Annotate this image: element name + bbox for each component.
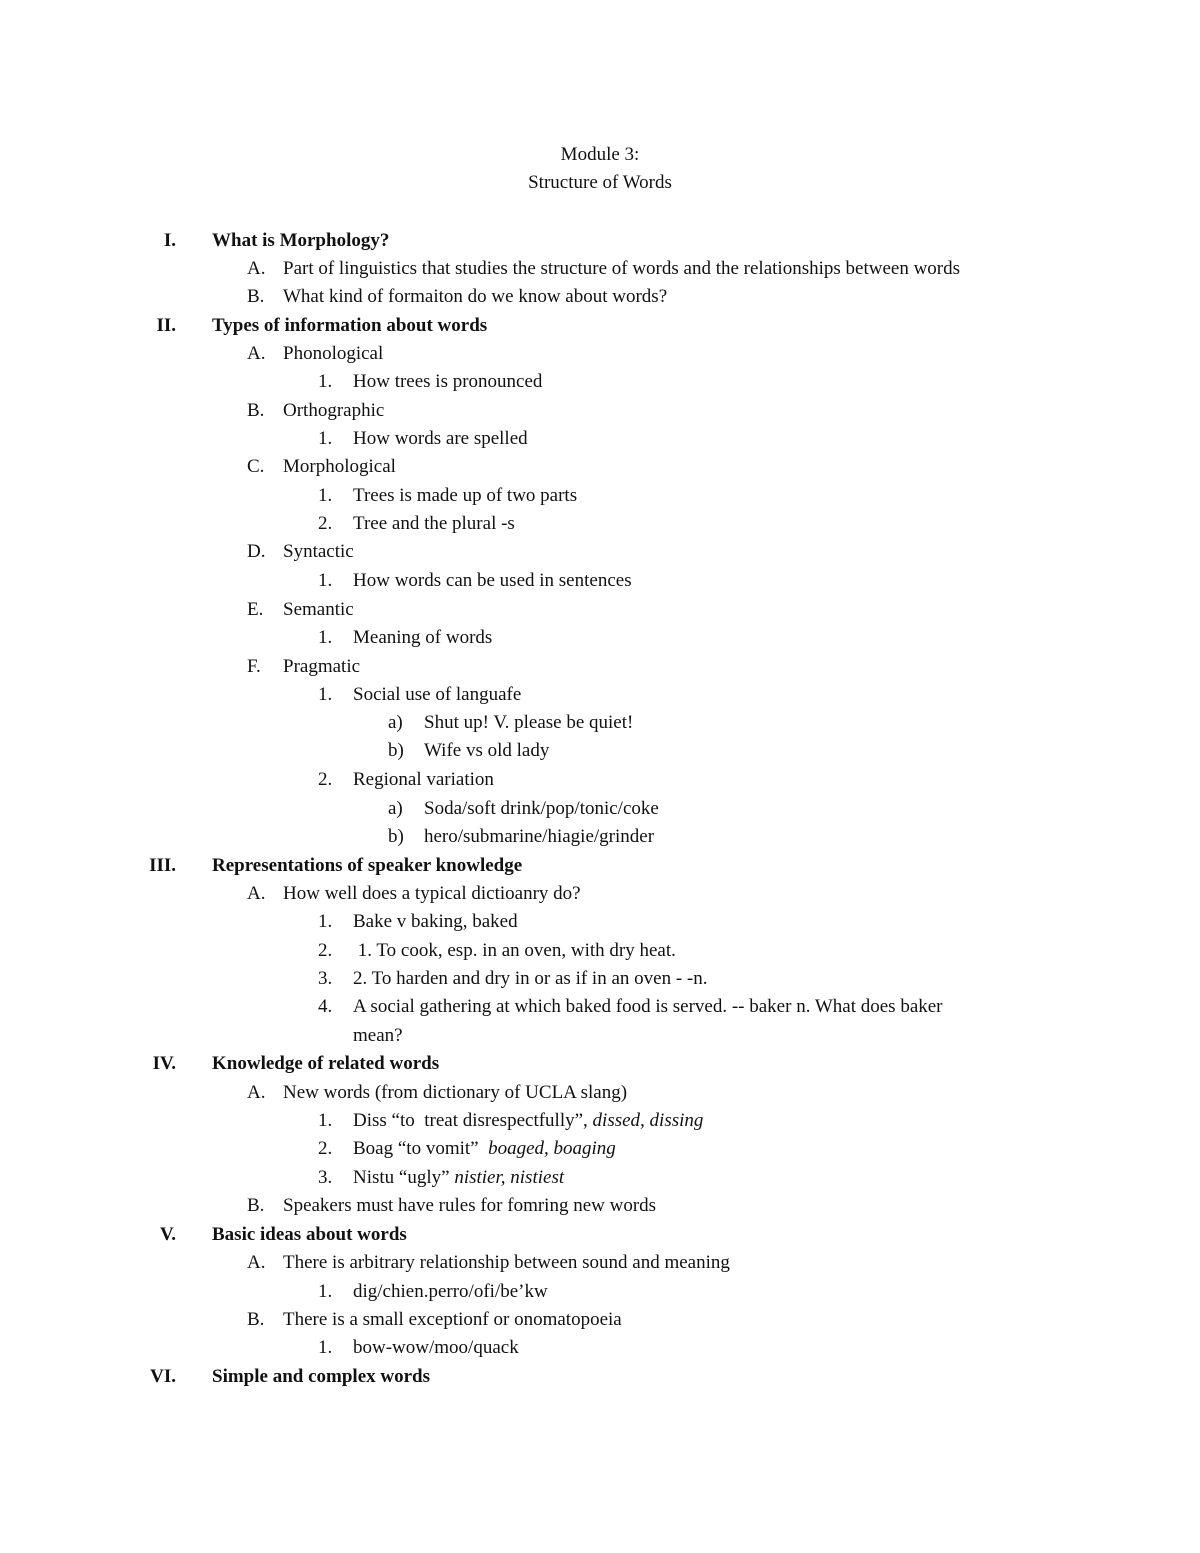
item-marker: 1. — [318, 428, 333, 449]
item-text: Meaning of words — [353, 627, 493, 648]
item-marker: 4. — [318, 996, 333, 1017]
item-marker: C. — [247, 456, 265, 477]
item-text: What kind of formaiton do we know about words? — [283, 286, 668, 307]
list-item — [0, 425, 1200, 453]
list-item — [0, 368, 1200, 396]
document-title: Structure of Words — [528, 172, 672, 193]
item-text: How trees is pronounced — [353, 371, 543, 392]
list-item — [0, 283, 1200, 311]
item-text: Bake v baking, baked — [353, 911, 518, 932]
item-text: There is a small exceptionf or onomatopoeia — [283, 1309, 622, 1330]
item-text: Social use of languafe — [353, 684, 522, 705]
list-item — [0, 596, 1200, 624]
slang-forms: boaged, boaging — [488, 1138, 616, 1159]
section-heading — [0, 1050, 1200, 1078]
item-marker: A. — [247, 1082, 266, 1103]
item-marker: a) — [388, 798, 403, 819]
item-text — [353, 1107, 703, 1135]
item-marker: 2. — [318, 1138, 333, 1159]
item-text: Orthographic — [283, 400, 385, 421]
item-marker: D. — [247, 541, 266, 562]
item-text: 1. To cook, esp. in an oven, with dry heat. — [353, 940, 676, 961]
slang-definition: Nistu “ugly” — [353, 1167, 455, 1188]
list-item — [0, 1306, 1200, 1334]
section-title: Knowledge of related words — [212, 1053, 440, 1074]
list-item — [0, 1079, 1200, 1107]
item-marker: B. — [247, 286, 265, 307]
section-number: V. — [159, 1224, 176, 1245]
item-text: 2. To harden and dry in or as if in an oven - -n. — [353, 968, 708, 989]
section-number: II. — [156, 315, 176, 336]
item-text: Shut up! V. please be quiet! — [424, 712, 634, 733]
list-item — [0, 340, 1200, 368]
item-marker: B. — [247, 1195, 265, 1216]
list-item — [0, 1334, 1200, 1362]
slang-forms: nistier, nistiest — [454, 1167, 565, 1188]
item-text: mean? — [353, 1025, 403, 1046]
list-item — [0, 653, 1200, 681]
item-marker: A. — [247, 343, 266, 364]
section-number: I. — [163, 230, 176, 251]
item-marker: 1. — [318, 371, 333, 392]
item-text: bow-wow/moo/quack — [353, 1337, 519, 1358]
item-marker: 3. — [318, 968, 333, 989]
slang-forms: dissed, dissing — [592, 1110, 704, 1131]
item-text: Morphological — [283, 456, 396, 477]
item-marker: B. — [247, 400, 265, 421]
section-heading — [0, 1363, 1200, 1391]
item-marker: 1. — [318, 485, 333, 506]
item-text: Wife vs old lady — [424, 740, 550, 761]
item-text: Syntactic — [283, 541, 354, 562]
slang-definition: Boag “to vomit” — [353, 1138, 489, 1159]
item-text: Soda/soft drink/pop/tonic/coke — [424, 798, 659, 819]
item-marker: 1. — [318, 1110, 333, 1131]
item-marker: a) — [388, 712, 403, 733]
item-text: Regional variation — [353, 769, 494, 790]
item-text: Part of linguistics that studies the structure of words and the relationships between words — [283, 258, 961, 279]
list-item — [0, 397, 1200, 425]
list-item — [0, 624, 1200, 652]
item-text: Pragmatic — [283, 656, 361, 677]
list-item — [0, 681, 1200, 709]
item-text: How words can be used in sentences — [353, 570, 632, 591]
slang-definition: Diss “to treat disrespectfully”, — [353, 1110, 593, 1131]
list-item — [0, 795, 1200, 823]
section-heading — [0, 227, 1200, 255]
list-item — [0, 965, 1200, 993]
item-text: There is arbitrary relationship between sound and meaning — [283, 1252, 730, 1273]
list-item — [0, 1249, 1200, 1277]
item-marker: A. — [247, 258, 266, 279]
list-item — [0, 823, 1200, 851]
list-item — [0, 908, 1200, 936]
list-item — [0, 255, 1200, 283]
item-text: New words (from dictionary of UCLA slang) — [283, 1082, 628, 1103]
item-text: Semantic — [283, 599, 354, 620]
list-item — [0, 993, 1200, 1021]
section-heading — [0, 312, 1200, 340]
item-marker: b) — [388, 826, 404, 847]
list-item — [0, 737, 1200, 765]
item-marker: 1. — [318, 1337, 333, 1358]
list-item — [0, 1164, 1200, 1192]
section-title: Basic ideas about words — [212, 1224, 407, 1245]
item-text: A social gathering at which baked food is served. -- baker n. What does baker — [353, 996, 943, 1017]
list-item — [0, 880, 1200, 908]
section-heading — [0, 1221, 1200, 1249]
item-text: dig/chien.perro/ofi/be’kw — [353, 1281, 548, 1302]
item-marker: 2. — [318, 513, 333, 534]
item-marker: A. — [247, 883, 266, 904]
item-text: Tree and the plural -s — [353, 513, 515, 534]
module-heading: Module 3: — [560, 144, 640, 165]
item-text: Speakers must have rules for fomring new words — [283, 1195, 657, 1216]
item-marker: b) — [388, 740, 404, 761]
item-marker: 2. — [318, 940, 333, 961]
item-marker: 1. — [318, 627, 333, 648]
section-heading — [0, 852, 1200, 880]
item-text — [353, 1135, 616, 1163]
item-text: How well does a typical dictioanry do? — [283, 883, 581, 904]
section-number: VI. — [150, 1366, 176, 1387]
item-marker: 3. — [318, 1167, 333, 1188]
item-marker: 1. — [318, 911, 333, 932]
list-item — [0, 1107, 1200, 1135]
item-text: hero/submarine/hiagie/grinder — [424, 826, 655, 847]
item-text: How words are spelled — [353, 428, 528, 449]
item-marker: A. — [247, 1252, 266, 1273]
section-title: Simple and complex words — [212, 1366, 430, 1387]
item-text: Trees is made up of two parts — [353, 485, 578, 506]
item-text — [353, 1164, 564, 1192]
section-title: What is Morphology? — [212, 230, 390, 251]
list-item — [0, 482, 1200, 510]
list-item — [0, 567, 1200, 595]
list-item — [0, 1135, 1200, 1163]
list-item — [0, 538, 1200, 566]
section-number: III. — [149, 855, 176, 876]
list-item — [0, 1192, 1200, 1220]
item-marker: 2. — [318, 769, 333, 790]
section-title: Representations of speaker knowledge — [212, 855, 523, 876]
list-item-continuation — [0, 1022, 1200, 1050]
item-marker: F. — [247, 656, 261, 677]
list-item — [0, 709, 1200, 737]
item-marker: 1. — [318, 1281, 333, 1302]
item-marker: B. — [247, 1309, 265, 1330]
list-item — [0, 937, 1200, 965]
list-item — [0, 510, 1200, 538]
list-item — [0, 453, 1200, 481]
section-number: IV. — [152, 1053, 176, 1074]
item-marker: E. — [247, 599, 264, 620]
list-item — [0, 1278, 1200, 1306]
item-marker: 1. — [318, 684, 333, 705]
list-item — [0, 766, 1200, 794]
item-marker: 1. — [318, 570, 333, 591]
item-text: Phonological — [283, 343, 384, 364]
section-title: Types of information about words — [212, 315, 488, 336]
